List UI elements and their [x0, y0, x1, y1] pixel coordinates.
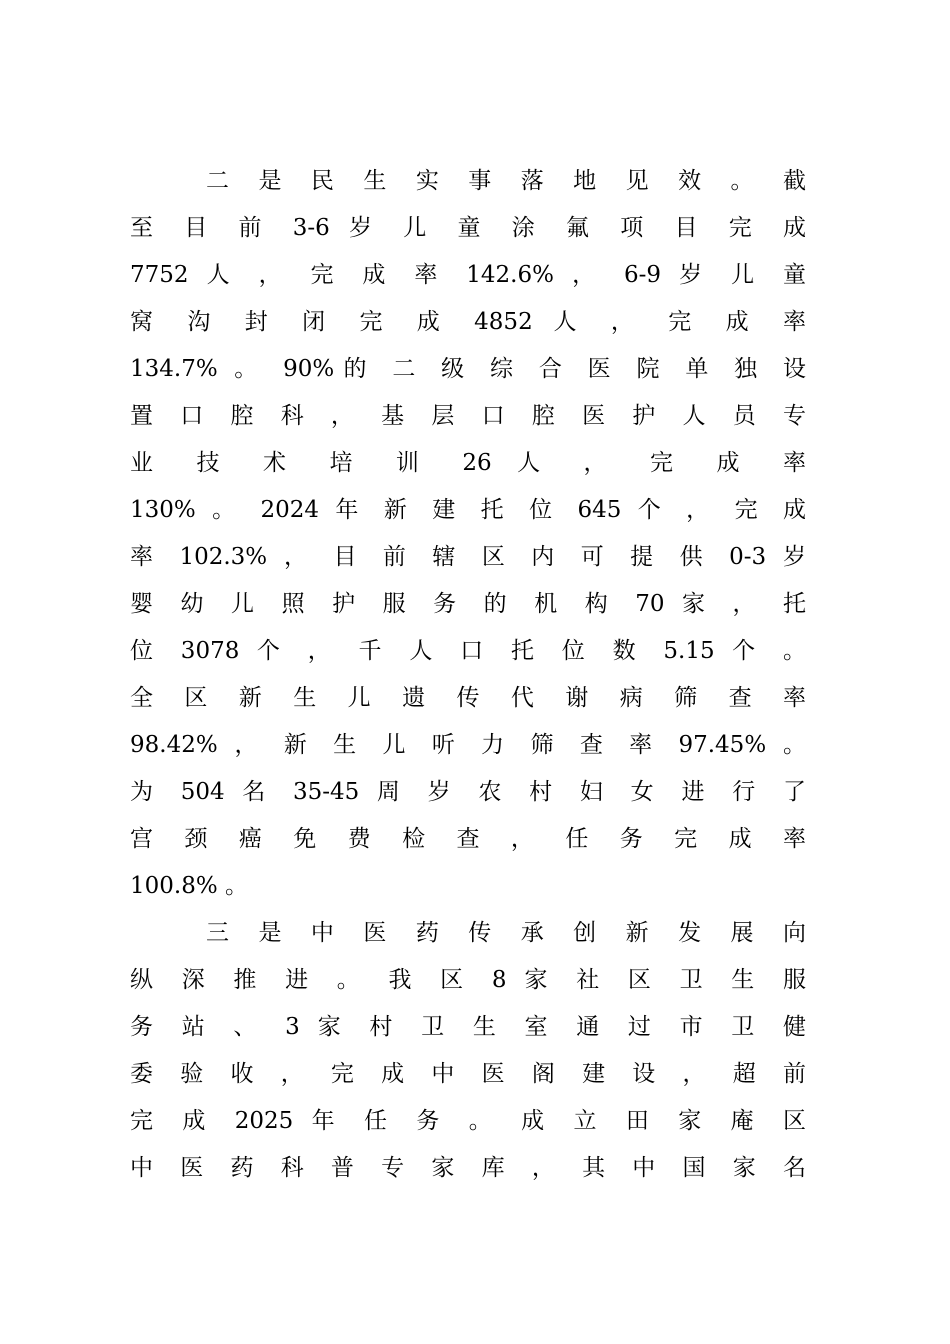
- text-line: 130% 。 2024 年 新 建 托 位 645 个 ， 完 成: [130, 497, 806, 523]
- text-line: 置 口 腔 科 ， 基 层 口 腔 医 护 人 员 专: [130, 403, 806, 429]
- text-line: 婴 幼 儿 照 护 服 务 的 机 构 70 家 ， 托: [130, 591, 806, 617]
- text-line: 宫 颈 癌 免 费 检 查 ， 任 务 完 成 率: [130, 826, 806, 852]
- text-line: 为 504 名 35-45 周 岁 农 村 妇 女 进 行 了: [130, 779, 806, 805]
- text-line: 务 站 、 3 家 村 卫 生 室 通 过 市 卫 健: [130, 1014, 806, 1040]
- text-line: 中 医 药 科 普 专 家 库 ， 其 中 国 家 名: [130, 1155, 806, 1181]
- text-line: 纵 深 推 进 。 我 区 8 家 社 区 卫 生 服: [130, 967, 806, 993]
- paragraph-tcm: [130, 910, 806, 1192]
- document-body: [130, 158, 806, 1192]
- text-line: 7752 人 ， 完 成 率 142.6% ， 6-9 岁 儿 童: [130, 262, 806, 288]
- text-line: 完 成 2025 年 任 务 。 成 立 田 家 庵 区: [130, 1108, 806, 1134]
- text-line: 100.8% 。: [130, 873, 249, 899]
- text-line: 业 技 术 培 训 26 人 ， 完 成 率: [130, 450, 806, 476]
- text-line: 二 是 民 生 实 事 落 地 见 效 。 截: [206, 168, 806, 194]
- text-line: 率 102.3% ， 目 前 辖 区 内 可 提 供 0-3 岁: [130, 544, 806, 570]
- text-line: 窝 沟 封 闭 完 成 4852 人 ， 完 成 率: [130, 309, 806, 335]
- text-line: 至 目 前 3-6 岁 儿 童 涂 氟 项 目 完 成: [130, 215, 806, 241]
- text-line: 134.7% 。 90%的 二 级 综 合 医 院 单 独 设: [130, 356, 806, 382]
- text-line: 全 区 新 生 儿 遗 传 代 谢 病 筛 查 率: [130, 685, 806, 711]
- text-line: 委 验 收 ， 完 成 中 医 阁 建 设 ， 超 前: [130, 1061, 806, 1087]
- text-line: 位 3078 个 ， 千 人 口 托 位 数 5.15 个 。: [130, 638, 806, 664]
- text-line: 三 是 中 医 药 传 承 创 新 发 展 向: [206, 920, 806, 946]
- text-line: 98.42% ， 新 生 儿 听 力 筛 查 率 97.45% 。: [130, 732, 806, 758]
- paragraph-livelihood: [130, 158, 806, 910]
